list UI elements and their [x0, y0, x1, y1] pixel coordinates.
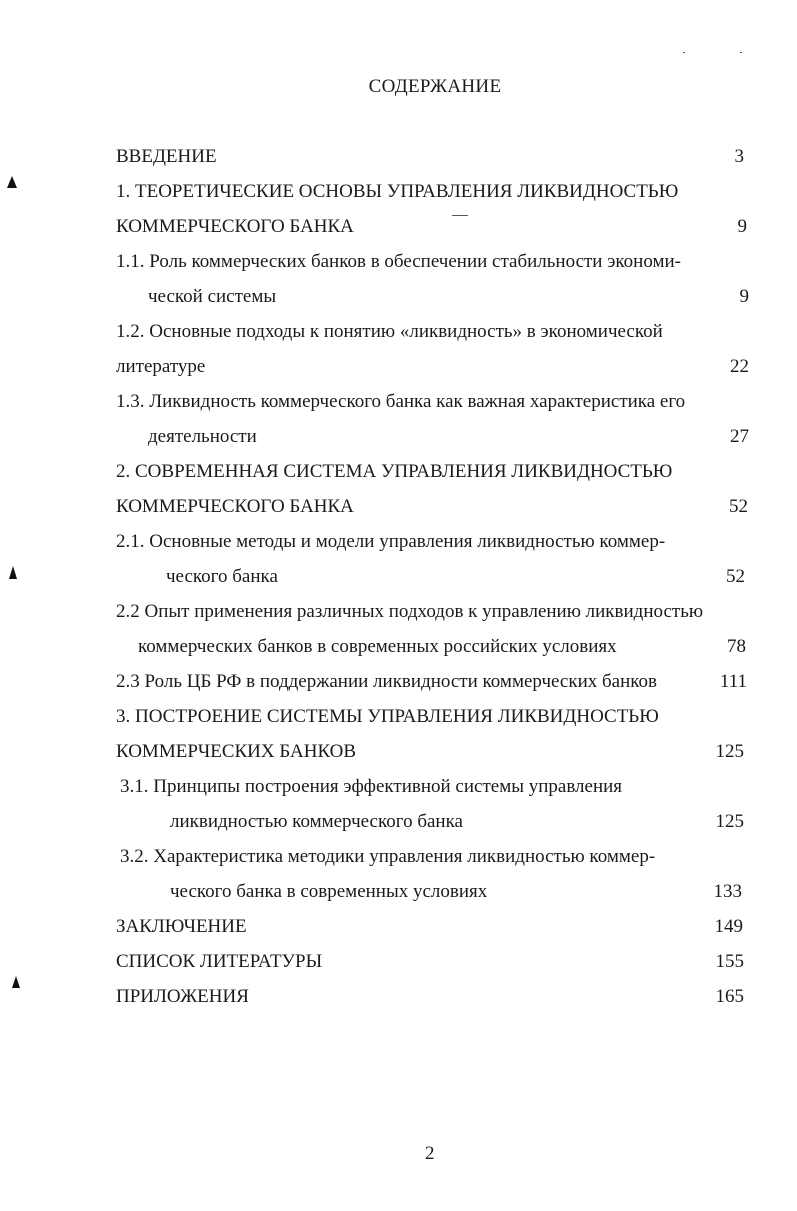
toc-entry-section-2-2: 2.2 Опыт применения различных подходов к управлению ликвидностью: [116, 601, 704, 622]
scan-mark: [9, 566, 17, 579]
toc-entry-intro: ВВЕДЕНИЕ: [116, 146, 217, 167]
scan-mark: [12, 976, 20, 988]
scan-mark: [7, 176, 17, 188]
toc-entry-chapter-2-cont: КОММЕРЧЕСКОГО БАНКА: [116, 496, 354, 517]
toc-page-number: 78: [727, 636, 746, 657]
toc-entry-section-1-1-cont: ческой системы: [148, 286, 277, 307]
toc-page-number: 9: [737, 216, 747, 237]
toc-entry-references: СПИСОК ЛИТЕРАТУРЫ: [116, 951, 323, 972]
toc-entry-appendices: ПРИЛОЖЕНИЯ: [116, 986, 249, 1007]
toc-entry-chapter-3-cont: КОММЕРЧЕСКИХ БАНКОВ: [116, 741, 357, 762]
toc-entry-section-3-1-cont: ликвидностью коммерческого банка: [170, 811, 463, 832]
toc-page-number: 111: [719, 671, 747, 692]
scan-speck: [740, 52, 742, 53]
toc-page-number: 165: [715, 986, 744, 1007]
toc-entry-section-1-1: 1.1. Роль коммерческих банков в обеспечении стабильности экономи-: [116, 251, 681, 272]
toc-entry-section-2-1: 2.1. Основные методы и модели управления ликвидностью коммер-: [116, 531, 666, 552]
toc-page-number: 9: [739, 286, 749, 307]
toc-page-number: 149: [714, 916, 743, 937]
toc-page-number: 125: [715, 811, 744, 832]
toc-page-number: 133: [713, 881, 742, 902]
toc-page-number: 52: [726, 566, 745, 587]
toc-page-number: 3: [734, 146, 744, 167]
toc-entry-section-1-3-cont: деятельности: [148, 426, 257, 447]
page-title: СОДЕРЖАНИЕ: [368, 76, 502, 97]
toc-entry-section-2-1-cont: ческого банка: [166, 566, 278, 587]
page-number: 2: [425, 1143, 435, 1164]
toc-entry-section-1-2: 1.2. Основные подходы к понятию «ликвидность» в экономической: [116, 321, 663, 342]
toc-entry-section-2-3: 2.3 Роль ЦБ РФ в поддержании ликвидности коммерческих банков: [116, 671, 657, 692]
toc-entry-section-2-2-cont: коммерческих банков в современных российских условиях: [138, 636, 617, 657]
toc-entry-section-3-1: 3.1. Принципы построения эффективной системы управления: [120, 776, 623, 797]
toc-entry-chapter-2: 2. СОВРЕМЕННАЯ СИСТЕМА УПРАВЛЕНИЯ ЛИКВИДНОСТЬЮ: [116, 461, 673, 482]
toc-page-number: 52: [729, 496, 748, 517]
toc-entry-section-1-2-cont: литературе: [116, 356, 206, 377]
toc-page-number: 125: [715, 741, 744, 762]
toc-entry-section-3-2-cont: ческого банка в современных условиях: [170, 881, 488, 902]
toc-entry-section-3-2: 3.2. Характеристика методики управления ликвидностью коммер-: [120, 846, 656, 867]
scan-speck: [452, 215, 468, 216]
toc-page-number: 22: [730, 356, 749, 377]
toc-page-number: 155: [715, 951, 744, 972]
toc-page-number: 27: [730, 426, 749, 447]
toc-entry-chapter-1: 1. ТЕОРЕТИЧЕСКИЕ ОСНОВЫ УПРАВЛЕНИЯ ЛИКВИДНОСТЬЮ: [116, 181, 679, 202]
toc-entry-conclusion: ЗАКЛЮЧЕНИЕ: [116, 916, 247, 937]
toc-entry-chapter-3: 3. ПОСТРОЕНИЕ СИСТЕМЫ УПРАВЛЕНИЯ ЛИКВИДНОСТЬЮ: [116, 706, 659, 727]
toc-entry-section-1-3: 1.3. Ликвидность коммерческого банка как важная характеристика его: [116, 391, 686, 412]
toc-entry-chapter-1-cont: КОММЕРЧЕСКОГО БАНКА: [116, 216, 354, 237]
scan-speck: [683, 52, 685, 53]
